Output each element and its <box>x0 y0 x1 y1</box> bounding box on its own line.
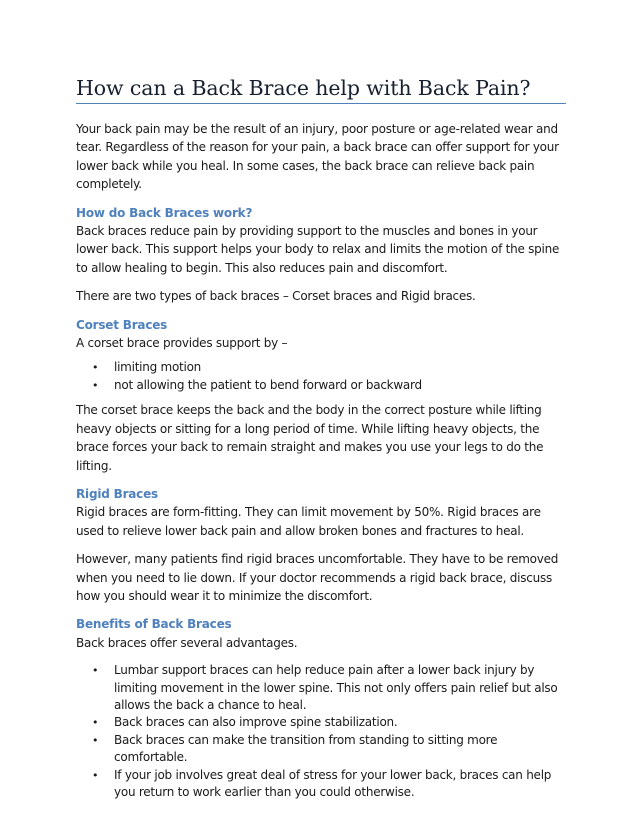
how-work-heading: How do Back Braces work? <box>76 205 253 220</box>
rigid-paragraph-2: However, many patients find rigid braces uncomfortable. They have to be removed when you need to lie down. If your doctor recommends a rigid back brace, discuss how you should wear it to minimize the discomfort. <box>76 552 559 603</box>
corset-heading: Corset Braces <box>76 317 168 332</box>
corset-paragraph: The corset brace keeps the back and the body in the correct posture while lifting heavy objects or sitting for a long period of time. While lifting heavy objects, the brace forces your back to remain straight and makes you use your legs to do the lifting. <box>76 403 544 473</box>
list-item <box>76 359 566 376</box>
list-item <box>76 767 566 802</box>
list-item-text: limiting motion <box>114 360 202 375</box>
list-item <box>76 714 566 731</box>
list-item-text: Lumbar support braces can help reduce pain after a lower back injury by limiting movement in the lower spine. This not only offers pain relief but also allows the back a chance to heal. <box>114 663 558 712</box>
corset-lead: A corset brace provides support by – <box>76 336 288 351</box>
corset-list <box>76 359 566 394</box>
intro-paragraph: Your back pain may be the result of an injury, poor posture or age-related wear and tear. Regardless of the reason for your pain, a back brace can offer support for your lower back while you heal. In some cases, the back brace can relieve back pain completely. <box>76 122 559 192</box>
list-item-text: If your job involves great deal of stress for your lower back, braces can help you return to work earlier than you could otherwise. <box>114 767 552 799</box>
bullet-icon: • <box>92 768 99 782</box>
document-page <box>76 76 566 808</box>
list-item-text: Back braces can also improve spine stabilization. <box>114 715 398 730</box>
list-item-text: Back braces can make the transition from standing to sitting more comfortable. <box>114 732 498 765</box>
list-item <box>76 732 566 767</box>
benefits-lead: Back braces offer several advantages. <box>76 635 298 650</box>
benefits-list <box>76 662 566 801</box>
bullet-icon: • <box>92 378 99 392</box>
types-paragraph: There are two types of back braces – Corset braces and Rigid braces. <box>76 289 476 304</box>
rigid-paragraph: Rigid braces are form-fitting. They can limit movement by 50%. Rigid braces are used to relieve lower back pain and allow broken bones and fractures to heal. <box>76 505 541 538</box>
rigid-heading: Rigid Braces <box>76 486 158 501</box>
how-work-paragraph: Back braces reduce pain by providing support to the muscles and bones in your lower back. This support helps your body to relax and limits the motion of the spine to allow healing to begin. This also reduces pain and discomfort. <box>76 224 560 275</box>
bullet-icon: • <box>92 716 99 730</box>
bullet-icon: • <box>92 733 99 747</box>
bullet-icon: • <box>92 664 99 678</box>
page-title: How can a Back Brace help with Back Pain? <box>76 76 566 104</box>
benefits-heading: Benefits of Back Braces <box>76 617 232 632</box>
list-item <box>76 377 566 394</box>
bullet-icon: • <box>92 361 99 375</box>
list-item-text: not allowing the patient to bend forward or backward <box>114 377 422 392</box>
list-item <box>76 662 566 714</box>
